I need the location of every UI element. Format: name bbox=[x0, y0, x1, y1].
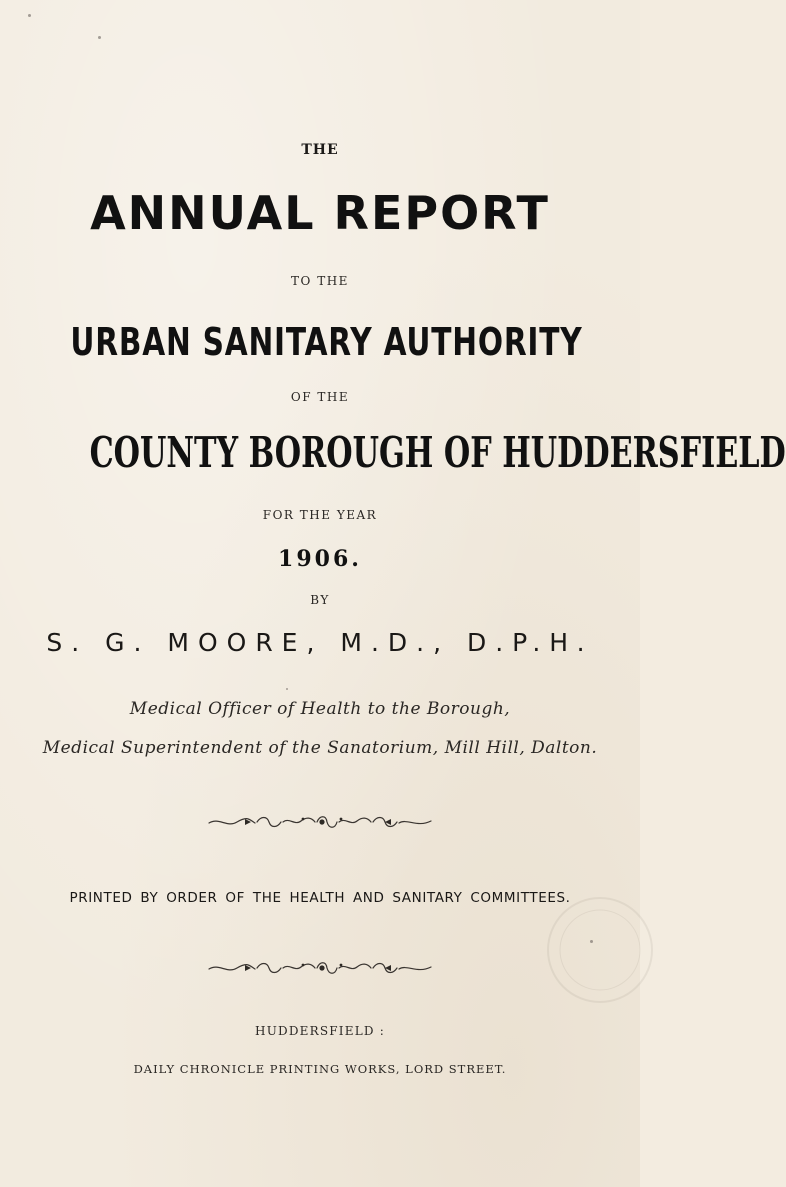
author-name: S. G. MOORE, M.D., D.P.H. bbox=[46, 628, 594, 657]
imprint-place: HUDDERSFIELD : bbox=[255, 1024, 385, 1038]
of-the-label: OF THE bbox=[290, 390, 350, 404]
author-role-superintendent: Medical Superintendent of the Sanatorium, Mill Hill, Dalton. bbox=[42, 738, 598, 758]
by-label: BY bbox=[310, 593, 330, 607]
paper-speck bbox=[28, 14, 31, 17]
paper-speck bbox=[98, 36, 101, 39]
paper-speck bbox=[286, 688, 288, 690]
flourish-ornament-icon bbox=[205, 810, 435, 834]
heading-the: THE bbox=[301, 142, 339, 158]
paper-speck bbox=[590, 940, 593, 943]
imprint-printer: DAILY CHRONICLE PRINTING WORKS, LORD STREET. bbox=[133, 1062, 507, 1076]
report-title: ANNUAL REPORT bbox=[90, 186, 550, 240]
for-the-year-label: FOR THE YEAR bbox=[262, 508, 378, 522]
report-year: 1906. bbox=[278, 546, 362, 572]
borough-name: COUNTY BOROUGH OF HUDDERSFIELD bbox=[89, 428, 786, 477]
printed-by-order-line: PRINTED BY ORDER OF THE HEALTH AND SANITARY COMMITTEES. bbox=[69, 890, 571, 906]
authority-name: URBAN SANITARY AUTHORITY bbox=[70, 320, 583, 364]
library-stamp-icon bbox=[540, 880, 650, 1030]
author-role-officer: Medical Officer of Health to the Borough, bbox=[129, 699, 511, 719]
flourish-ornament-icon bbox=[205, 956, 435, 980]
to-the-label: TO THE bbox=[291, 274, 349, 288]
